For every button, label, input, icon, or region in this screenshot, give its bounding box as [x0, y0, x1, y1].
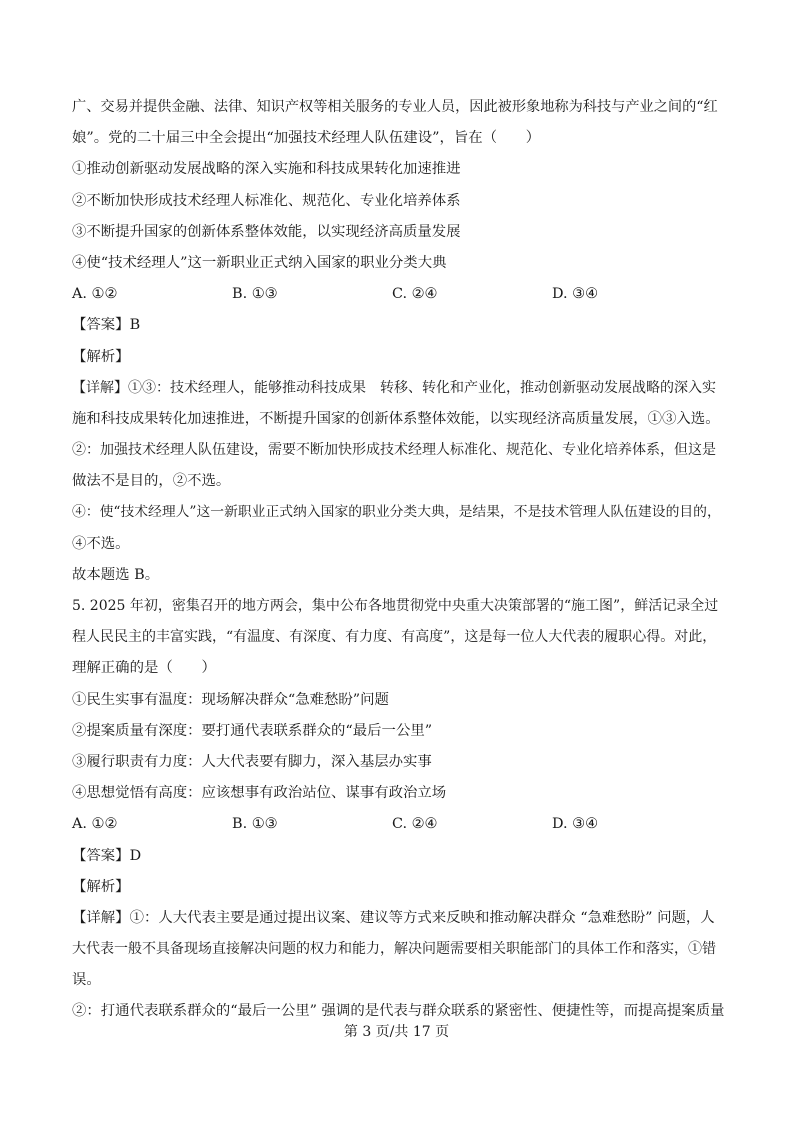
- text-line: 广、交易并提供金融、法律、知识产权等相关服务的专业人员，因此被形象地称为科技与产业之间的“红: [72, 99, 718, 115]
- q4-answer: 【答案】B: [72, 317, 141, 334]
- q5-option-b: B. ①③: [232, 816, 278, 833]
- q5-stem-line: 理解正确的是（ ）: [72, 660, 216, 677]
- q5-stem-line: 程人民民主的丰富实践，“有温度、有深度、有力度、有高度”，这是每一位人大代表的履职心得。对此，: [72, 629, 717, 646]
- q4-options: [72, 279, 724, 310]
- document-body: [72, 92, 724, 1028]
- q4-detail-line: 故本题选 B。: [72, 566, 160, 583]
- q5-stem-line: ②提案质量有深度：要打通代表联系群众的“最后一公里”: [72, 722, 433, 739]
- q5-analysis-label: 【解析】: [72, 878, 130, 895]
- q5-stem-line: ③履行职责有力度：人大代表要有脚力，深入基层办实事: [72, 753, 432, 770]
- text-line: ③不断提升国家的创新体系整体效能，以实现经济高质量发展: [72, 223, 461, 240]
- q5-detail-line: ②：打通代表联系群众的“最后一公里” 强调的是代表与群众联系的紧密性、便捷性等，而提高提案质量: [72, 1003, 725, 1020]
- text-line: ④使“技术经理人”这一新职业正式纳入国家的职业分类大典: [72, 254, 447, 271]
- q5-stem-line: 5. 2025 年初，密集召开的地方两会，集中公布各地贯彻党中央重大决策部署的“施工图”，鲜活记录全过: [72, 598, 719, 614]
- text-line: ②不断加快形成技术经理人标准化、规范化、专业化培养体系: [72, 192, 461, 209]
- q4-option-c: C. ②④: [392, 286, 438, 303]
- q5-answer: 【答案】D: [72, 847, 142, 864]
- q5-option-c: C. ②④: [392, 816, 438, 833]
- text-line: ①推动创新驱动发展战略的深入实施和科技成果转化加速推进: [72, 161, 461, 178]
- q5-detail-line: 【详解】①：人大代表主要是通过提出议案、建议等方式来反映和推动解决群众 “急难愁盼” 问题，人: [72, 909, 715, 926]
- text-line: 娘”。党的二十届三中全会提出“加强技术经理人队伍建设”，旨在（ ）: [72, 130, 541, 147]
- q4-analysis-label: 【解析】: [72, 348, 130, 365]
- q4-option-d: D. ③④: [552, 286, 598, 303]
- q4-option-a: A. ①②: [72, 286, 118, 303]
- q4-detail-line: ④不选。: [72, 535, 130, 552]
- q5-option-d: D. ③④: [552, 816, 598, 833]
- q5-stem-line: ①民生实事有温度：现场解决群众“急难愁盼”问题: [72, 691, 389, 708]
- q4-detail-line: ④：使“技术经理人”这一新职业正式纳入国家的职业分类大典，是结果，不是技术管理人队伍建设的目的，: [72, 504, 721, 521]
- q5-stem-line: ④思想觉悟有高度：应该想事有政治站位、谋事有政治立场: [72, 785, 447, 802]
- q5-detail-line: 误。: [72, 972, 101, 989]
- q4-option-b: B. ①③: [232, 286, 278, 303]
- q5-option-a: A. ①②: [72, 816, 118, 833]
- q4-detail-line: 施和科技成果转化加速推进，不断提升国家的创新体系整体效能，以实现经济高质量发展，①③入选。: [72, 410, 720, 427]
- q4-detail-line: ②：加强技术经理人队伍建设，需要不断加快形成技术经理人标准化、规范化、专业化培养体系，但这是: [72, 442, 716, 459]
- q4-detail-line: 做法不是目的，②不选。: [72, 473, 231, 490]
- page-footer: 第 3 页/共 17 页: [343, 1024, 450, 1040]
- q4-detail-line: 【详解】①③：技术经理人，能够推动科技成果 转移、转化和产业化，推动创新驱动发展战略的深入实: [72, 379, 716, 396]
- q5-detail-line: 大代表一般不具备现场直接解决问题的权力和能力，解决问题需要相关职能部门的具体工作和落实，①错: [72, 941, 716, 958]
- q5-options: [72, 809, 724, 840]
